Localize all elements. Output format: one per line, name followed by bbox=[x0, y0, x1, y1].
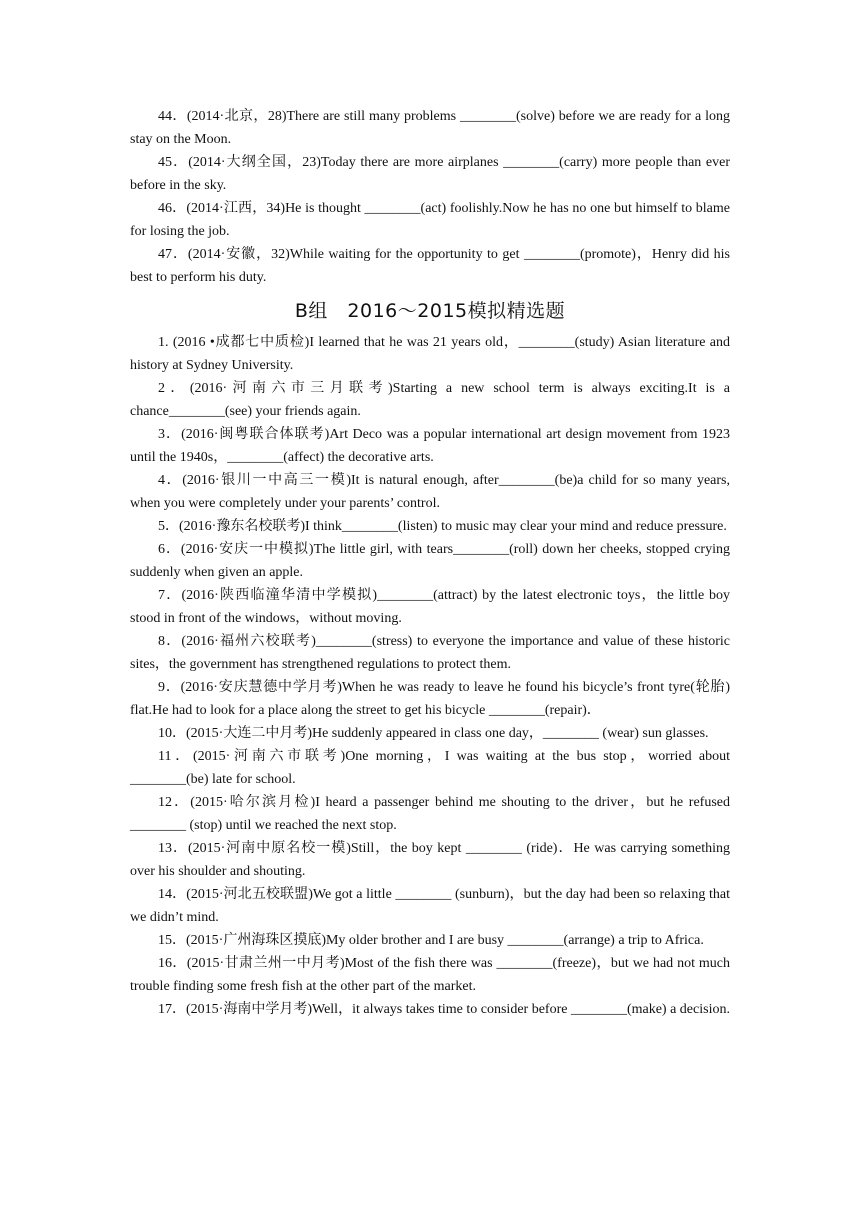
question-b-9: 9．(2016·安庆慧德中学月考)When he was ready to leave he found his bicycle’s front tyre(轮胎) flat.He had to look for a place along the street to get his bicycle ________(repair)． bbox=[130, 680, 730, 718]
section-a-questions bbox=[130, 105, 730, 289]
question-46: 46．(2014·江西，34)He is thought ________(act) foolishly.Now he has no one but himself to blame for losing the job. bbox=[130, 201, 730, 239]
question-b-5: 5．(2016·豫东名校联考)I think________(listen) to music may clear your mind and reduce pressure. bbox=[158, 519, 727, 534]
question-b-3: 3．(2016·闽粤联合体联考)Art Deco was a popular international art design movement from 1923 until the 1940s，________(affect) the decorative arts. bbox=[130, 427, 730, 465]
question-44: 44．(2014·北京，28)There are still many problems ________(solve) before we are ready for a long stay on the Moon. bbox=[130, 109, 730, 147]
question-47: 47．(2014·安徽，32)While waiting for the opportunity to get ________(promote)，Henry did his best to perform his duty. bbox=[130, 247, 730, 285]
question-b-16: 16．(2015·甘肃兰州一中月考)Most of the fish there was ________(freeze)，but we had not much trouble finding some fresh fish at the other part of the market. bbox=[130, 956, 730, 994]
question-b-17: 17．(2015·海南中学月考)Well，it always takes time to consider before ________(make) a decision. bbox=[158, 1002, 730, 1017]
question-45: 45．(2014·大纲全国，23)Today there are more airplanes ________(carry) more people than ever before in the sky. bbox=[130, 155, 730, 193]
section-b-title: B组 2016～2015模拟精选题 bbox=[294, 300, 566, 322]
question-b-12: 12．(2015·哈尔滨月检)I heard a passenger behind me shouting to the driver，but he refused ________ (stop) until we reached the next stop. bbox=[130, 795, 730, 833]
question-b-2: 2．(2016·河南六市三月联考)Starting a new school term is always exciting.It is a chance________(see) your friends again. bbox=[130, 381, 730, 419]
question-b-14: 14．(2015·河北五校联盟)We got a little ________ (sunburn)，but the day had been so relaxing that we didn’t mind. bbox=[130, 887, 730, 925]
question-b-1: 1. (2016 •成都七中质检)I learned that he was 21 years old，________(study) Asian literature and history at Sydney University. bbox=[130, 335, 730, 373]
question-b-7: 7．(2016·陕西临潼华清中学模拟)________(attract) by the latest electronic toys，the little boy stood in front of the windows，without moving. bbox=[130, 588, 730, 626]
question-b-13: 13．(2015·河南中原名校一模)Still，the boy kept ________ (ride)．He was carrying something over his shoulder and shouting. bbox=[130, 841, 730, 879]
document-page bbox=[130, 105, 730, 1021]
question-b-11: 11．(2015·河南六市联考)One morning，I was waiting at the bus stop，worried about ________(be) late for school. bbox=[130, 749, 730, 787]
question-b-4: 4．(2016·银川一中高三一模)It is natural enough, after________(be)a child for so many years, when you were completely under your parents’ control. bbox=[130, 473, 730, 511]
section-b-questions bbox=[130, 331, 730, 1021]
question-b-10: 10．(2015·大连二中月考)He suddenly appeared in class one day，________ (wear) sun glasses. bbox=[158, 726, 709, 741]
question-b-15: 15．(2015·广州海珠区摸底)My older brother and I are busy ________(arrange) a trip to Africa. bbox=[158, 933, 704, 948]
question-b-8: 8．(2016·福州六校联考)________(stress) to everyone the importance and value of these historic sites，the government has strengthened regulations to protect them. bbox=[130, 634, 730, 672]
question-b-6: 6．(2016·安庆一中模拟)The little girl, with tears________(roll) down her cheeks, stopped crying suddenly when given an apple. bbox=[130, 542, 730, 580]
